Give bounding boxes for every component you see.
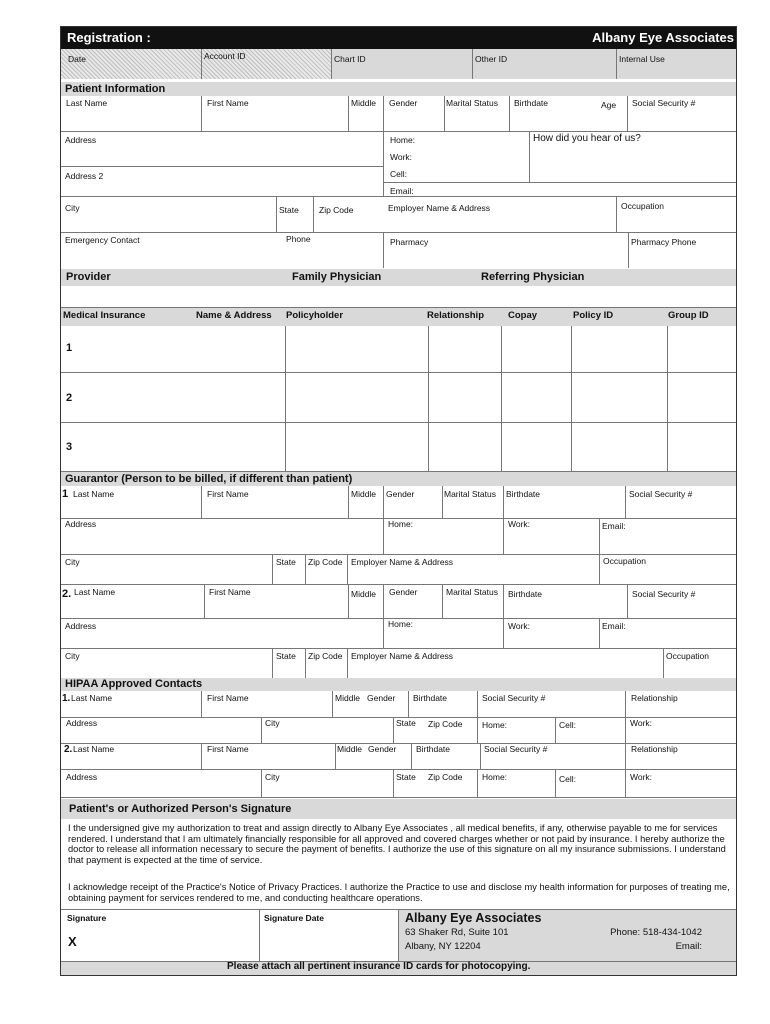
account-id-label: Account ID — [204, 51, 246, 61]
hipaa-2-city-label: City — [265, 772, 280, 782]
hipaa-1-home-label: Home: — [482, 720, 508, 730]
signature-section-title: Patient's or Authorized Person's Signature — [61, 799, 736, 819]
patient-email-label: Email: — [390, 186, 414, 196]
signature-date-label: Signature Date — [264, 913, 324, 923]
guarantor-2-home-label: Home: — [388, 619, 414, 629]
guarantor-2-middle-label: Middle — [351, 589, 377, 599]
hipaa-1-gender-label: Gender — [367, 693, 396, 703]
guarantor-2-zip-label: Zip Code — [308, 651, 343, 661]
hipaa-1-work-label: Work: — [630, 718, 653, 728]
patient-first-name-label: First Name — [207, 98, 249, 108]
policy-id-label: Policy ID — [573, 310, 614, 321]
footer-email: Email: — [675, 941, 702, 952]
patient-zip-label: Zip Code — [319, 205, 354, 215]
guarantor-section-title: Guarantor (Person to be billed, if different than patient) — [61, 472, 736, 486]
guarantor-1-city-label: City — [65, 557, 80, 567]
referring-physician-label: Referring Physician — [481, 271, 585, 283]
guarantor-2-state-label: State — [276, 651, 296, 661]
patient-cell-label: Cell: — [390, 169, 408, 179]
date-label: Date — [68, 54, 86, 64]
hipaa-2-state-label: State — [396, 772, 416, 782]
hipaa-1-last-name-label: Last Name — [71, 693, 113, 703]
chart-id-label: Chart ID — [334, 54, 366, 64]
hipaa-1-birthdate-label: Birthdate — [413, 693, 448, 703]
patient-marital-label: Marital Status — [446, 98, 498, 108]
ins-relationship-label: Relationship — [427, 310, 485, 321]
hipaa-2-birthdate-label: Birthdate — [416, 744, 451, 754]
insurance-row-3: 3 — [66, 441, 73, 453]
registration-form — [60, 26, 737, 976]
hipaa-section-title: HIPAA Approved Contacts — [61, 678, 736, 691]
footer-phone: Phone: 518-434-1042 — [610, 927, 702, 938]
guarantor-1-address-label: Address — [65, 519, 97, 529]
provider-label: Provider — [66, 271, 111, 283]
guarantor-2-employer-label: Employer Name & Address — [351, 651, 454, 661]
footer-address-line-2: Albany, NY 12204 — [405, 941, 481, 952]
patient-section-title: Patient Information — [61, 82, 736, 96]
hipaa-1-cell-label: Cell: — [559, 720, 577, 730]
signature-label: Signature — [67, 913, 107, 923]
hipaa-1-state-label: State — [396, 718, 416, 728]
copay-label: Copay — [508, 310, 538, 321]
pharmacy-label: Pharmacy — [390, 237, 429, 247]
patient-middle-label: Middle — [351, 98, 377, 108]
hipaa-1-zip-label: Zip Code — [428, 719, 463, 729]
policyholder-label: Policyholder — [286, 310, 344, 321]
hipaa-1-ssn-label: Social Security # — [482, 693, 546, 703]
hipaa-2-middle-label: Middle — [337, 744, 363, 754]
guarantor-2-birthdate-label: Birthdate — [508, 589, 543, 599]
hear-about-us-label: How did you hear of us? — [533, 133, 641, 144]
other-id-label: Other ID — [475, 54, 508, 64]
internal-use-label: Internal Use — [619, 54, 665, 64]
footer-practice-name: Albany Eye Associates — [405, 911, 542, 925]
guarantor-1-work-label: Work: — [508, 519, 531, 529]
hipaa-1-number: 1. — [62, 693, 71, 704]
hipaa-2-cell-label: Cell: — [559, 774, 577, 784]
privacy-acknowledgement: I acknowledge receipt of the Practice's Notice of Privacy Practices. I authorize the Practice to use and disclose my health information for purposes of treating me, obtaining payment for services rendered to me, and conducting healthcare operations. — [68, 882, 730, 903]
hipaa-2-last-name-label: Last Name — [73, 744, 115, 754]
form-header — [61, 27, 736, 49]
attach-insurance-notice: Please attach all pertinent insurance ID cards for photocopying. — [227, 961, 531, 972]
guarantor-2-city-label: City — [65, 651, 80, 661]
family-physician-label: Family Physician — [292, 271, 382, 283]
guarantor-1-email-label: Email: — [602, 521, 626, 531]
hipaa-2-home-label: Home: — [482, 772, 508, 782]
guarantor-2-occupation-label: Occupation — [666, 651, 709, 661]
hipaa-2-work-label: Work: — [630, 772, 653, 782]
guarantor-1-state-label: State — [276, 557, 296, 567]
provider-header — [61, 269, 736, 286]
guarantor-1-last-name-label: Last Name — [73, 489, 115, 499]
patient-home-label: Home: — [390, 135, 416, 145]
hipaa-2-first-name-label: First Name — [207, 744, 249, 754]
hipaa-1-city-label: City — [265, 718, 280, 728]
patient-city-label: City — [65, 203, 80, 213]
guarantor-1-birthdate-label: Birthdate — [506, 489, 541, 499]
hipaa-2-ssn-label: Social Security # — [484, 744, 548, 754]
patient-state-label: State — [279, 205, 299, 215]
hipaa-2-zip-label: Zip Code — [428, 772, 463, 782]
hipaa-1-relationship-label: Relationship — [631, 693, 678, 703]
guarantor-1-occupation-label: Occupation — [603, 556, 646, 566]
guarantor-2-email-label: Email: — [602, 621, 626, 631]
guarantor-1-zip-label: Zip Code — [308, 557, 343, 567]
hipaa-2-number: 2. — [64, 744, 73, 755]
consent-paragraph-1: I the undersigned give my authorization to treat and assign directly to Albany Eye Associates , all medical benefits, if any, otherwise payable to me for services rendered. I understand that I am ultimately financially responsible for all approved and covered charges whether or not paid by insurance. I hereby authorize the doctor to release all information necessary to secure the payment of benefits. I authorize the use of this signature on all my insurance submissions. I understand that payment is expected at the time of service. — [68, 823, 726, 865]
guarantor-1-home-label: Home: — [388, 519, 414, 529]
guarantor-1-ssn-label: Social Security # — [629, 489, 693, 499]
group-id-label: Group ID — [668, 310, 709, 321]
guarantor-1-marital-label: Marital Status — [444, 489, 496, 499]
hipaa-1-address-label: Address — [66, 718, 98, 728]
guarantor-2-marital-label: Marital Status — [446, 587, 498, 597]
insurance-row-1: 1 — [66, 342, 73, 354]
patient-last-name-label: Last Name — [66, 98, 108, 108]
form-title: Registration : — [67, 30, 151, 45]
emergency-phone-label: Phone — [286, 234, 311, 244]
patient-work-label: Work: — [390, 152, 413, 162]
hipaa-2-gender-label: Gender — [368, 744, 397, 754]
guarantor-1-employer-label: Employer Name & Address — [351, 557, 454, 567]
practice-name-header: Albany Eye Associates — [592, 30, 734, 45]
guarantor-1-number: 1 — [62, 488, 69, 500]
hipaa-1-first-name-label: First Name — [207, 693, 249, 703]
guarantor-2-first-name-label: First Name — [209, 587, 251, 597]
patient-employer-label: Employer Name & Address — [388, 203, 491, 213]
signature-x: X — [68, 934, 77, 949]
guarantor-1-first-name-label: First Name — [207, 489, 249, 499]
medical-insurance-label: Medical Insurance — [63, 310, 146, 321]
guarantor-2-last-name-label: Last Name — [74, 587, 116, 597]
pharmacy-phone-label: Pharmacy Phone — [631, 237, 697, 247]
guarantor-2-address-label: Address — [65, 621, 97, 631]
guarantor-1-middle-label: Middle — [351, 489, 377, 499]
hipaa-2-address-label: Address — [66, 772, 98, 782]
guarantor-2-number: 2. — [62, 588, 72, 600]
guarantor-2-gender-label: Gender — [389, 587, 418, 597]
patient-gender-label: Gender — [389, 98, 418, 108]
patient-birthdate-label: Birthdate — [514, 98, 549, 108]
guarantor-2-work-label: Work: — [508, 621, 531, 631]
patient-address2-label: Address 2 — [65, 171, 104, 181]
patient-address-label: Address — [65, 135, 97, 145]
patient-occupation-label: Occupation — [621, 201, 664, 211]
insurance-header — [61, 308, 736, 326]
guarantor-1-gender-label: Gender — [386, 489, 415, 499]
patient-ssn-label: Social Security # — [632, 98, 696, 108]
hipaa-2-relationship-label: Relationship — [631, 744, 678, 754]
patient-age-label: Age — [601, 100, 617, 110]
footer-address-line-1: 63 Shaker Rd, Suite 101 — [405, 927, 509, 938]
ins-name-address-label: Name & Address — [196, 310, 272, 321]
insurance-row-2: 2 — [66, 392, 73, 404]
hipaa-1-middle-label: Middle — [335, 693, 361, 703]
emergency-contact-label: Emergency Contact — [65, 235, 140, 245]
guarantor-2-ssn-label: Social Security # — [632, 589, 696, 599]
